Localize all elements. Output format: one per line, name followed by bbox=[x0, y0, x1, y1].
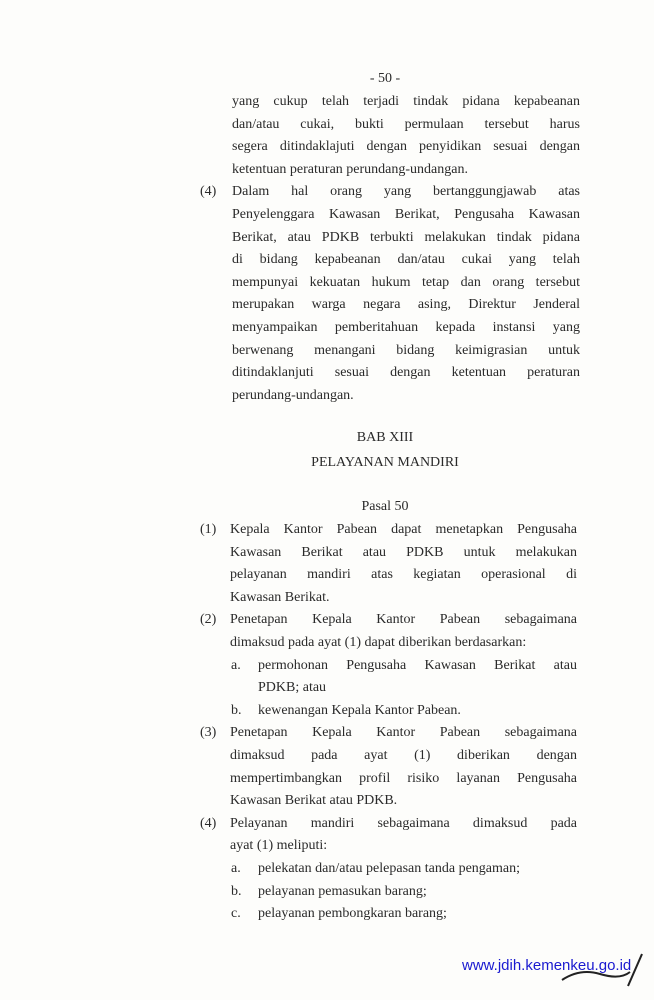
paragraph-line: perundang-undangan. bbox=[232, 387, 354, 403]
paragraph-line: ayat (1) meliputi: bbox=[230, 838, 328, 854]
chapter-heading: BAB XIII bbox=[356, 430, 414, 445]
paragraph-line: Penetapan Kepala Kantor Pabean sebagaimana bbox=[230, 612, 577, 628]
sub-item-line: kewenangan Kepala Kantor Pabean. bbox=[258, 702, 461, 718]
item-number: (4) bbox=[200, 815, 217, 831]
item-number: (1) bbox=[200, 522, 217, 537]
paragraph-line: Kawasan Berikat. bbox=[230, 589, 330, 605]
paragraph-line: Pelayanan mandiri sebagaimana dimaksud pada bbox=[230, 815, 577, 831]
paragraph-line: di bidang kepabeanan dan/atau cukai yang telah bbox=[232, 252, 580, 268]
sub-item-line: permohonan Pengusaha Kawasan Berikat atau bbox=[258, 657, 577, 673]
paragraph-line: Berikat, atau PDKB terbukti melakukan tindak pidana bbox=[232, 229, 580, 245]
paragraph-line: ketentuan peraturan perundang-undangan. bbox=[232, 161, 468, 177]
sub-item-letter: c. bbox=[231, 906, 241, 922]
paragraph-line: Penetapan Kepala Kantor Pabean sebagaimana bbox=[230, 725, 577, 741]
paragraph-line: segera ditindaklajuti dengan penyidikan sesuai dengan bbox=[232, 139, 580, 155]
paragraph-line: dimaksud pada ayat (1) diberikan dengan bbox=[230, 748, 577, 763]
sub-item-letter: a. bbox=[231, 861, 241, 876]
paragraph-line: Penyelenggara Kawasan Berikat, Pengusaha Kawasan bbox=[232, 207, 580, 222]
paragraph-line: ditindaklanjuti sesuai dengan ketentuan peraturan bbox=[232, 365, 580, 381]
paragraph-line: dan/atau cukai, bukti permulaan tersebut harus bbox=[232, 116, 580, 132]
paragraph-line: pelayanan mandiri atas kegiatan operasional di bbox=[230, 567, 577, 583]
paragraph-line: dimaksud pada ayat (1) dapat diberikan berdasarkan: bbox=[230, 635, 527, 650]
paragraph-line: berwenang menangani bidang keimigrasian untuk bbox=[232, 342, 580, 358]
sub-item-line: PDKB; atau bbox=[258, 680, 327, 696]
signature-icon bbox=[560, 950, 650, 990]
chapter-title: PELAYANAN MANDIRI bbox=[311, 455, 459, 470]
sub-item-letter: b. bbox=[231, 702, 242, 718]
item-number: (3) bbox=[200, 725, 217, 741]
article-heading: Pasal 50 bbox=[361, 499, 409, 514]
paragraph-line: merupakan warga negara asing, Direktur Jenderal bbox=[232, 297, 580, 313]
sub-item-letter: b. bbox=[231, 883, 242, 899]
sub-item-line: pelayanan pembongkaran barang; bbox=[258, 906, 447, 922]
page-number: - 50 - bbox=[369, 71, 401, 86]
paragraph-line: menyampaikan pemberitahuan kepada instansi yang bbox=[232, 320, 580, 335]
paragraph-line: Kawasan Berikat atau PDKB. bbox=[230, 793, 398, 809]
item-number: (2) bbox=[200, 612, 217, 628]
item-number: (4) bbox=[200, 184, 217, 200]
paragraph-line: yang cukup telah terjadi tindak pidana kepabeanan bbox=[232, 94, 580, 109]
sub-item-line: pelekatan dan/atau pelepasan tanda pengaman; bbox=[258, 861, 520, 876]
paragraph-line: Dalam hal orang yang bertanggungjawab atas bbox=[232, 184, 580, 200]
paragraph-line: Kawasan Berikat atau PDKB untuk melakukan bbox=[230, 544, 577, 560]
paragraph-line: Kepala Kantor Pabean dapat menetapkan Pengusaha bbox=[230, 522, 577, 537]
sub-item-letter: a. bbox=[231, 657, 241, 673]
paragraph-line: mempertimbangkan profil risiko layanan Pengusaha bbox=[230, 770, 577, 786]
footer-url[interactable]: www.jdih.kemenkeu.go.id bbox=[462, 957, 632, 974]
paragraph-line: mempunyai kekuatan hukum tetap dan orang tersebut bbox=[232, 274, 580, 290]
sub-item-line: pelayanan pemasukan barang; bbox=[258, 883, 427, 899]
